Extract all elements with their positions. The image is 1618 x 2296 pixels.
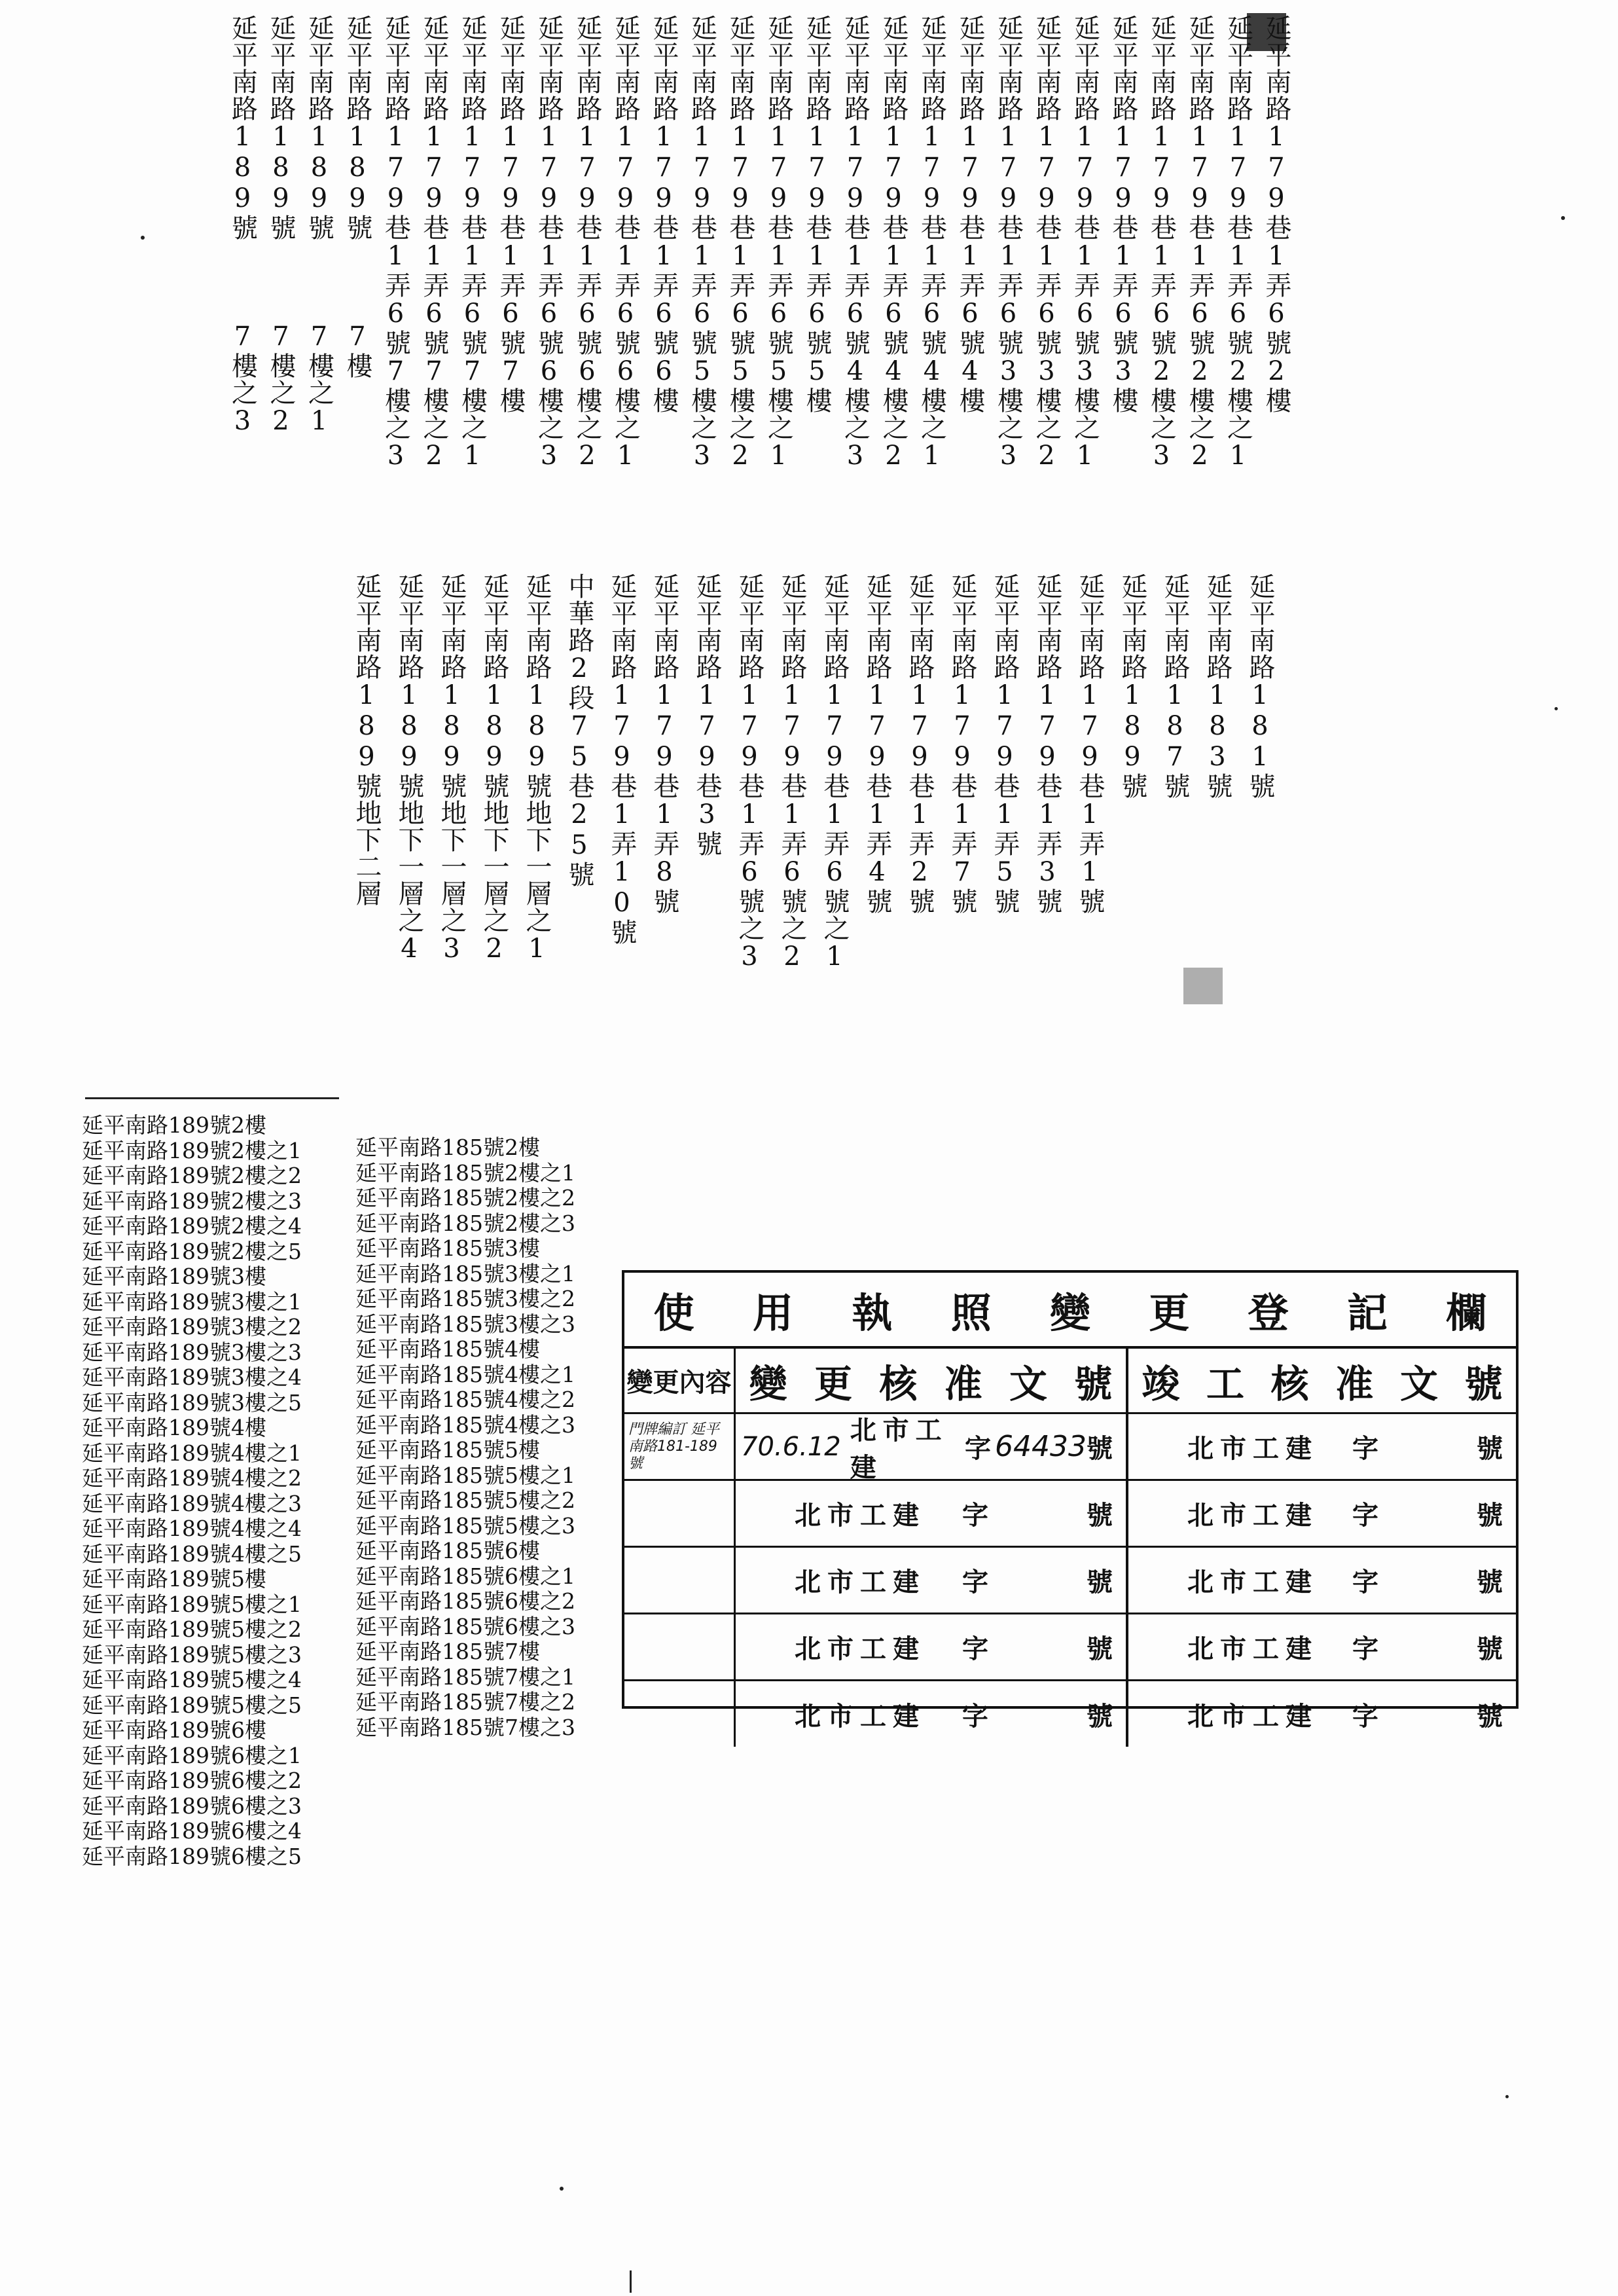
change-content-cell xyxy=(624,1681,736,1747)
address-list-185 xyxy=(355,1135,575,1740)
table-row xyxy=(624,1481,1516,1548)
address-list-item: 延平南路185號5樓之2 xyxy=(355,1487,575,1513)
header-char: 准 xyxy=(944,1361,982,1406)
title-char: 變 xyxy=(1049,1288,1090,1337)
title-char: 執 xyxy=(852,1288,893,1337)
hao-label: 號 xyxy=(1087,1434,1113,1464)
address-list-item: 延平南路185號4樓之3 xyxy=(355,1412,575,1438)
table-row xyxy=(624,1548,1516,1614)
vertical-address-line: 延平南路179巷1弄6號2樓 xyxy=(1261,14,1291,414)
vertical-address-line: 延平南路179巷1弄6號4樓之2 xyxy=(878,14,908,471)
vertical-address-line: 延平南路179巷1弄6號7樓之1 xyxy=(457,14,488,471)
title-char: 使 xyxy=(653,1288,694,1337)
scan-speck xyxy=(141,236,145,240)
vertical-address-line: 延平南路179巷1弄6號6樓之3 xyxy=(533,14,564,471)
address-list-item: 延平南路185號2樓之2 xyxy=(355,1185,575,1211)
change-approval-cell xyxy=(736,1548,1128,1613)
vertical-address-line: 延平南路179巷1弄6號7樓之2 xyxy=(419,14,449,471)
table-row xyxy=(624,1681,1516,1747)
header-char: 准 xyxy=(1335,1361,1374,1406)
title-char: 記 xyxy=(1346,1288,1388,1337)
vertical-address-line: 延平南路179巷1弄4號 xyxy=(862,573,892,915)
office-prefix: 北市工建 xyxy=(1187,1567,1318,1597)
address-list-item: 延平南路185號3樓之2 xyxy=(355,1286,575,1311)
zi-label: 字 xyxy=(962,1701,988,1732)
vertical-address-line: 延平南路181號 xyxy=(1245,573,1275,799)
office-prefix: 北市工建 xyxy=(1187,1634,1318,1664)
vertical-address-line: 延平南路189號地下一層之2 xyxy=(479,573,509,964)
office-prefix: 北市工建 xyxy=(1187,1434,1318,1464)
hao-label: 號 xyxy=(1087,1501,1113,1531)
office-prefix: 北市工建 xyxy=(795,1567,926,1597)
hao-label: 號 xyxy=(1477,1701,1503,1732)
vertical-address-line: 延平南路179巷1弄6號之3 xyxy=(734,573,764,972)
change-content-cell xyxy=(624,1414,736,1479)
address-list-item: 延平南路189號5樓之5 xyxy=(82,1692,302,1718)
registration-table-title xyxy=(624,1273,1516,1349)
address-list-item: 延平南路189號4樓之5 xyxy=(82,1540,302,1567)
address-list-item: 延平南路189號6樓之1 xyxy=(82,1742,302,1768)
header-char: 核 xyxy=(879,1361,918,1406)
change-content-cell xyxy=(624,1614,736,1679)
scan-speck xyxy=(1561,216,1565,220)
vertical-address-line: 延平南路179巷1弄3號 xyxy=(1032,573,1062,915)
address-list-item: 延平南路185號4樓之2 xyxy=(355,1387,575,1412)
address-list-item: 延平南路185號7樓 xyxy=(355,1639,540,1664)
address-list-item: 延平南路185號4樓 xyxy=(355,1336,540,1362)
address-list-item: 延平南路189號2樓之3 xyxy=(82,1188,302,1214)
address-list-item: 延平南路189號4樓之2 xyxy=(82,1465,302,1491)
address-list-item: 延平南路189號3樓之3 xyxy=(82,1339,302,1365)
vertical-address-line: 延平南路179巷1弄6號2樓之1 xyxy=(1223,14,1253,471)
address-list-item: 延平南路185號5樓之1 xyxy=(355,1462,575,1488)
address-list-item: 延平南路185號3樓 xyxy=(355,1235,540,1261)
completion-approval-cell xyxy=(1128,1414,1516,1479)
address-list-item: 延平南路189號5樓之3 xyxy=(82,1641,302,1667)
vertical-address-line: 延平南路179巷1弄6號6樓 xyxy=(649,14,679,414)
address-list-item: 延平南路185號7樓之1 xyxy=(355,1664,575,1690)
address-list-item: 延平南路189號6樓之5 xyxy=(82,1843,302,1869)
vertical-address-line: 延平南路179巷1弄6號之2 xyxy=(777,573,807,972)
address-list-item: 延平南路189號3樓之5 xyxy=(82,1389,302,1415)
office-prefix: 北市工建 xyxy=(1187,1701,1318,1732)
address-list-item: 延平南路189號3樓之1 xyxy=(82,1288,302,1315)
address-list-item: 延平南路189號2樓 xyxy=(82,1112,266,1138)
scan-speck xyxy=(1505,2095,1509,2098)
office-prefix: 北市工建 xyxy=(850,1415,948,1483)
address-list-item: 延平南路189號2樓之1 xyxy=(82,1137,302,1163)
address-list-item: 延平南路189號2樓之4 xyxy=(82,1213,302,1239)
address-list-item: 延平南路185號2樓之3 xyxy=(355,1210,575,1236)
address-list-item: 延平南路189號4樓之4 xyxy=(82,1516,302,1541)
vertical-address-line: 延平南路179巷1弄6號3樓之1 xyxy=(1070,14,1100,471)
vertical-address-line: 延平南路179巷1弄6號5樓 xyxy=(802,14,832,414)
address-list-item: 延平南路189號4樓之1 xyxy=(82,1440,302,1466)
address-list-item: 延平南路189號6樓之4 xyxy=(82,1818,302,1844)
header-char: 變 xyxy=(749,1361,787,1406)
change-content-text: 門牌編訂 延平南路181-189號 xyxy=(628,1421,719,1472)
vertical-address-line: 延平南路179巷1弄6號4樓 xyxy=(955,14,985,414)
title-char: 欄 xyxy=(1446,1288,1487,1337)
stamp-mark-right xyxy=(1183,968,1223,1004)
office-prefix: 北市工建 xyxy=(795,1501,926,1531)
hao-label: 號 xyxy=(1477,1501,1503,1531)
header-char: 號 xyxy=(1074,1361,1113,1406)
vertical-address-line: 延平南路187號 xyxy=(1160,573,1190,799)
hao-label: 號 xyxy=(1477,1567,1503,1597)
approval-date: 70.6.12 xyxy=(741,1431,841,1462)
vertical-address-line: 延平南路179巷1弄7號 xyxy=(947,573,977,915)
completion-approval-cell xyxy=(1128,1548,1516,1613)
office-prefix: 北市工建 xyxy=(795,1634,926,1664)
vertical-address-line: 延平南路189號 xyxy=(1117,573,1147,799)
list-189-top-rule xyxy=(85,1097,339,1099)
address-list-item: 延平南路189號3樓 xyxy=(82,1264,266,1289)
table-row xyxy=(624,1614,1516,1681)
completion-approval-cell xyxy=(1128,1614,1516,1679)
change-content-cell xyxy=(624,1481,736,1546)
address-list-item: 延平南路189號2樓之5 xyxy=(82,1238,302,1264)
vertical-address-line: 延平南路179巷1弄6號2樓之2 xyxy=(1185,14,1215,471)
vertical-address-line: 延平南路189號地下一層之1 xyxy=(522,573,552,964)
header-char: 竣 xyxy=(1142,1361,1180,1406)
address-list-item: 延平南路189號3樓之2 xyxy=(82,1314,302,1339)
zi-label: 字 xyxy=(962,1501,988,1531)
vertical-address-line: 延平南路189號 7樓之1 xyxy=(304,14,334,437)
header-char: 號 xyxy=(1464,1361,1503,1406)
address-list-item: 延平南路189號4樓之3 xyxy=(82,1490,302,1516)
change-content-cell xyxy=(624,1548,736,1613)
address-list-item: 延平南路185號6樓之1 xyxy=(355,1563,575,1589)
vertical-address-line: 延平南路179巷1弄6號3樓 xyxy=(1108,14,1138,414)
vertical-address-line: 延平南路179巷1弄6號3樓之2 xyxy=(1032,14,1062,471)
vertical-address-line: 延平南路179巷1弄6號7樓 xyxy=(495,14,526,414)
table-row xyxy=(624,1414,1516,1481)
address-list-item: 延平南路185號6樓之2 xyxy=(355,1588,575,1614)
change-approval-cell xyxy=(736,1614,1128,1679)
zi-label: 字 xyxy=(1352,1501,1378,1531)
vertical-address-line: 中華路2段75巷25號 xyxy=(564,573,594,888)
office-prefix: 北市工建 xyxy=(795,1701,926,1732)
completion-approval-cell xyxy=(1128,1681,1516,1747)
usage-permit-change-registration-table xyxy=(622,1270,1519,1732)
header-change-approval-number xyxy=(736,1349,1128,1412)
title-char: 登 xyxy=(1248,1288,1289,1337)
vertical-address-line: 延平南路179巷1弄6號5樓之1 xyxy=(763,14,794,471)
registration-table-header xyxy=(624,1349,1516,1414)
change-approval-cell xyxy=(736,1681,1128,1747)
address-list-item: 延平南路185號2樓 xyxy=(355,1135,540,1160)
scan-tick xyxy=(630,2270,632,2293)
header-char: 文 xyxy=(1399,1361,1438,1406)
scan-speck xyxy=(560,2187,564,2191)
address-list-item: 延平南路185號2樓之1 xyxy=(355,1159,575,1186)
address-list-item: 延平南路189號5樓 xyxy=(82,1566,266,1592)
zi-label: 字 xyxy=(965,1434,992,1464)
vertical-address-line: 延平南路189號 7樓 xyxy=(342,14,372,379)
vertical-address-line: 延平南路179巷1弄6號4樓之1 xyxy=(916,14,947,471)
address-list-item: 延平南路185號5樓之3 xyxy=(355,1512,575,1539)
vertical-address-line: 延平南路189號 7樓之3 xyxy=(227,14,258,437)
scan-speck xyxy=(1555,707,1558,710)
address-list-item: 延平南路189號3樓之4 xyxy=(82,1364,302,1390)
header-char: 核 xyxy=(1270,1361,1309,1406)
hao-label: 號 xyxy=(1477,1634,1503,1664)
address-list-item: 延平南路185號6樓 xyxy=(355,1538,540,1563)
address-list-item: 延平南路189號5樓之4 xyxy=(82,1667,302,1692)
vertical-address-line: 延平南路189號地下一層之3 xyxy=(437,573,467,964)
title-char: 用 xyxy=(752,1288,793,1337)
zi-label: 字 xyxy=(962,1567,988,1597)
vertical-address-line: 延平南路179巷3號 xyxy=(692,573,722,857)
address-list-item: 延平南路185號7樓之3 xyxy=(355,1714,575,1740)
vertical-address-line: 延平南路179巷1弄8號 xyxy=(649,573,679,915)
vertical-address-line: 延平南路179巷1弄6號2樓之3 xyxy=(1146,14,1177,471)
zi-label: 字 xyxy=(1352,1434,1378,1464)
vertical-address-line: 延平南路179巷1弄6號6樓之1 xyxy=(610,14,641,471)
vertical-address-line: 延平南路179巷1弄6號3樓之3 xyxy=(993,14,1024,471)
vertical-address-line: 延平南路179巷1弄6號4樓之3 xyxy=(840,14,871,471)
completion-approval-cell xyxy=(1128,1481,1516,1546)
title-char: 更 xyxy=(1149,1288,1190,1337)
hao-label: 號 xyxy=(1087,1567,1113,1597)
vertical-address-line: 延平南路179巷1弄6號6樓之2 xyxy=(572,14,602,471)
address-list-item: 延平南路189號5樓之2 xyxy=(82,1616,302,1642)
vertical-address-line: 延平南路179巷1弄6號5樓之2 xyxy=(725,14,755,471)
vertical-address-line: 延平南路179巷1弄1號 xyxy=(1075,573,1105,915)
zi-label: 字 xyxy=(1352,1634,1378,1664)
vertical-address-line: 延平南路179巷1弄10號 xyxy=(607,573,637,945)
change-approval-cell xyxy=(736,1414,1128,1483)
vertical-address-line: 延平南路179巷1弄6號之1 xyxy=(819,573,850,972)
zi-label: 字 xyxy=(1352,1567,1378,1597)
hao-label: 號 xyxy=(1087,1701,1113,1732)
header-completion-approval-number xyxy=(1128,1349,1516,1412)
address-list-item: 延平南路185號4樓之1 xyxy=(355,1361,575,1387)
vertical-address-line: 延平南路179巷1弄2號 xyxy=(905,573,935,915)
address-list-item: 延平南路185號3樓之1 xyxy=(355,1260,575,1286)
address-list-item: 延平南路185號5樓 xyxy=(355,1437,540,1463)
header-char: 更 xyxy=(814,1361,852,1406)
header-char: 文 xyxy=(1009,1361,1047,1406)
vertical-address-line: 延平南路189號地下二層 xyxy=(351,573,382,907)
address-list-item: 延平南路189號5樓之1 xyxy=(82,1591,302,1617)
zi-label: 字 xyxy=(962,1634,988,1664)
change-approval-cell xyxy=(736,1481,1128,1546)
vertical-address-line: 延平南路179巷1弄5號 xyxy=(990,573,1020,915)
header-char: 工 xyxy=(1206,1361,1244,1406)
zi-label: 字 xyxy=(1352,1701,1378,1732)
vertical-address-line: 延平南路179巷1弄6號5樓之3 xyxy=(687,14,717,471)
address-list-item: 延平南路189號6樓之3 xyxy=(82,1793,302,1819)
vertical-address-line: 延平南路179巷1弄6號7樓之3 xyxy=(380,14,411,471)
vertical-address-line: 延平南路183號 xyxy=(1202,573,1232,799)
approval-number: 64433 xyxy=(995,1430,1087,1463)
address-list-item: 延平南路189號2樓之2 xyxy=(82,1163,302,1188)
address-list-item: 延平南路189號6樓之2 xyxy=(82,1768,302,1793)
address-list-item: 延平南路185號3樓之3 xyxy=(355,1311,575,1337)
address-list-189 xyxy=(82,1113,302,1869)
address-list-item: 延平南路185號6樓之3 xyxy=(355,1613,575,1639)
vertical-address-line: 延平南路189號 7樓之2 xyxy=(266,14,296,437)
title-char: 照 xyxy=(950,1288,992,1337)
address-list-item: 延平南路185號7樓之2 xyxy=(355,1689,575,1715)
vertical-address-line: 延平南路189號地下一層之4 xyxy=(394,573,424,964)
hao-label: 號 xyxy=(1477,1434,1503,1464)
hao-label: 號 xyxy=(1087,1634,1113,1664)
header-change-content: 變更內容 xyxy=(624,1349,736,1412)
address-list-item: 延平南路189號4樓 xyxy=(82,1415,266,1440)
office-prefix: 北市工建 xyxy=(1187,1501,1318,1531)
address-list-item: 延平南路189號6樓 xyxy=(82,1717,266,1743)
